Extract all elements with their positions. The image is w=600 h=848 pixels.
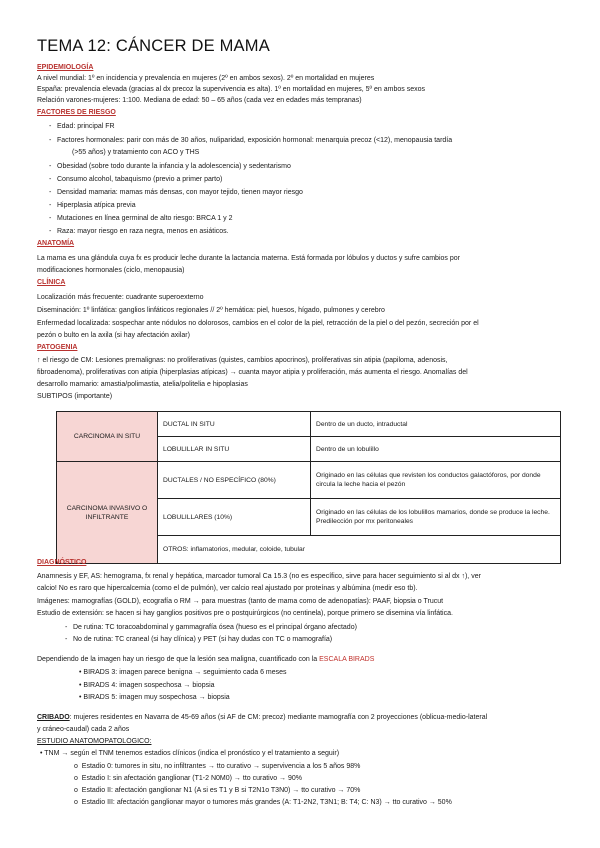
table-cell-desc: Dentro de un ducto, intraductal: [311, 412, 561, 437]
section-heading-epidemiologia: EPIDEMIOLOGÍA: [37, 64, 94, 71]
birads-scale-label: ESCALA BIRADS: [319, 656, 375, 663]
list-item: - De rutina: TC toracoabdominal y gammagrafía ósea (hueso es el principal órgano afectado): [73, 623, 573, 634]
clinica-line: Diseminación: 1º linfática: ganglios linfáticos regionales // 2º hemática: piel, huesos, hígado, pulmones y cerebro: [37, 307, 385, 314]
table-group-invasivo: CARCINOMA INVASIVO O INFILTRANTE: [57, 462, 158, 564]
list-item: o Estadio I: sin afectación ganglionar (T1-2 N0M0) → tto curativo → 90%: [74, 775, 303, 782]
list-item: o Estadio III: afectación ganglionar mayor o tumores más grandes (A: T1-2N2, T3N1; B: T4; C: N3) → tto curativo → 50%: [74, 799, 452, 806]
list-item: - Consumo alcohol, tabaquismo (previo a primer parto): [57, 175, 557, 186]
section-heading-clinica: CLÍNICA: [37, 279, 66, 286]
epidemiologia-line: España: prevalencia elevada (gracias al dx precoz la supervivencia es alta). 1º en mortalidad en mujeres, 5º en ambos sexos: [37, 86, 425, 93]
anatomia-line: La mama es una glándula cuya fx es producir leche durante la lactancia materna. Está formada por lóbulos y ductos y sufre cambios por: [37, 255, 460, 262]
section-heading-patogenia: PATOGENIA: [37, 344, 78, 351]
anatomopatologico-heading: ESTUDIO ANATOMOPATOLÓGICO:: [37, 738, 152, 745]
clinica-line: Enfermedad localizada: sospechar ante nódulos no dolorosos, cambios en el color de la piel, retracción de la piel o del pezón, secreción por el: [37, 320, 479, 327]
birads-intro: Dependiendo de la imagen hay un riesgo de que la lesión sea maligna, cuantificado con la ESCALA BIRADS: [37, 656, 375, 663]
list-item: • BIRADS 4: imagen sospechosa → biopsia: [79, 682, 215, 689]
list-item: - Mutaciones en línea germinal de alto riesgo: BRCA 1 y 2: [57, 214, 557, 225]
patogenia-line: ↑ el riesgo de CM: Lesiones premalignas: no proliferativas (quistes, cambios apocrinos), proliferativas sin atipia (papiloma, adenosis,: [37, 357, 448, 364]
table-cell-desc: Dentro de un lobulillo: [311, 437, 561, 462]
list-item: - Edad: principal FR: [57, 122, 557, 133]
diagnostico-line: Imágenes: mamografías (GOLD), ecografía o RM → para muestras (tanto de mama como de adenopatías): PAAF, biopsia o Trucut: [37, 598, 444, 605]
table-cell-subtype: LOBULILLARES (10%): [158, 499, 311, 536]
table-cell-subtype: DUCTAL IN SITU: [158, 412, 311, 437]
list-item: • BIRADS 3: imagen parece benigna → seguimiento cada 6 meses: [79, 669, 287, 676]
clinica-line: pezón o bulto en la axila (si hay afectación axilar): [37, 332, 190, 339]
table-cell-desc: Originado en las células que revisten los conductos galactóforos, por donde circula la leche hacia el pezón: [311, 462, 561, 499]
cribado-line: y cráneo-caudal) cada 2 años: [37, 726, 130, 733]
anatomia-line: modificaciones hormonales (ciclo, menopausia): [37, 267, 185, 274]
epidemiologia-line: Relación varones-mujeres: 1:100. Mediana de edad: 50 – 65 años (cada vez en edades más tempranas): [37, 97, 362, 104]
list-item-continuation: (>55 años) y tratamiento con ACO y THS: [72, 149, 200, 156]
list-item: • BIRADS 5: imagen muy sospechosa → biopsia: [79, 694, 230, 701]
list-item: - Obesidad (sobre todo durante la infancia y la adolescencia) y sedentarismo: [57, 162, 557, 173]
diagnostico-line: Estudio de extensión: se hacen si hay ganglios positivos pre o postquirúrgicos (no centinela), porque primero se disemina vía linfática.: [37, 610, 453, 617]
list-item: o Estadio 0: tumores in situ, no infiltrantes → tto curativo → supervivencia a los 5 años 98%: [74, 763, 361, 770]
tnm-line: • TNM → según el TNM tenemos estadios clínicos (indica el pronóstico y el tratamiento a seguir): [40, 750, 340, 757]
diagnostico-line: Anamnesis y EF, AS: hemograma, fx renal y hepática, marcador tumoral Ca 15.3 (no es específico, sirve para hacer seguimiento si al dx ↑), ver: [37, 573, 481, 580]
cribado-line: CRIBADO: mujeres residentes en Navarra de 45-69 años (si AF de CM: precoz) mediante mamografía con 2 proyecciones (oblicua-medio-lateral: [37, 714, 488, 721]
epidemiologia-line: A nivel mundial: 1º en incidencia y prevalencia en mujeres (2º en ambos sexos). 2º en mortalidad en mujeres: [37, 75, 375, 82]
cribado-label: CRIBADO: [37, 714, 70, 721]
table-group-in-situ: CARCINOMA IN SITU: [57, 412, 158, 462]
table-cell-subtype: DUCTALES / NO ESPECÍFICO (80%): [158, 462, 311, 499]
section-heading-anatomia: ANATOMÍA: [37, 240, 75, 247]
patogenia-subtipos: SUBTIPOS (importante): [37, 393, 113, 400]
list-item: - Densidad mamaria: mamas más densas, con mayor tejido, tienen mayor riesgo: [57, 188, 557, 199]
section-heading-diagnostico: DIAGNÓSTICO: [37, 559, 87, 566]
list-item: o Estadio II: afectación ganglionar N1 (A si es T1 y B si T2N1o T3N0) → tto curativo → 70%: [74, 787, 361, 794]
list-item: - Raza: mayor riesgo en raza negra, menos en asiáticos.: [57, 227, 557, 238]
subtipos-table: [56, 411, 561, 564]
list-item: - Hiperplasia atípica previa: [57, 201, 557, 212]
list-item: - No de rutina: TC craneal (si hay clínica) y PET (si hay dudas con TC o mamografía): [73, 635, 573, 646]
table-cell-desc: Originado en las células de los lobulillos mamarios, donde se produce la leche. Predilección por mx peritoneales: [311, 499, 561, 536]
table-cell-subtype: LOBULILLAR IN SITU: [158, 437, 311, 462]
patogenia-line: fibroadenoma), proliferativas con atipia (hiperplasias atípicas) → cuanta mayor atipia y proliferación, más aumenta el riesgo. Anomalías del: [37, 369, 468, 376]
patogenia-line: desarrollo mamario: amastia/polimastia, atelia/politelia e hipoplasias: [37, 381, 248, 388]
diagnostico-line: calcio! No es raro que hipercalcemia (como el de pulmón), ver calcio real ajustado por proteínas y albúmina (medir eso tb).: [37, 585, 418, 592]
list-item: - Factores hormonales: parir con más de 30 años, nuliparidad, exposición hormonal: menarquia precoz (<12), menopausia tardía: [57, 136, 557, 147]
table-cell-otros: OTROS: inflamatorios, medular, coloide, tubular: [158, 536, 561, 564]
section-heading-factores: FACTORES DE RIESGO: [37, 109, 116, 116]
page-title: TEMA 12: CÁNCER DE MAMA: [37, 37, 270, 55]
clinica-line: Localización más frecuente: cuadrante superoexterno: [37, 294, 204, 301]
